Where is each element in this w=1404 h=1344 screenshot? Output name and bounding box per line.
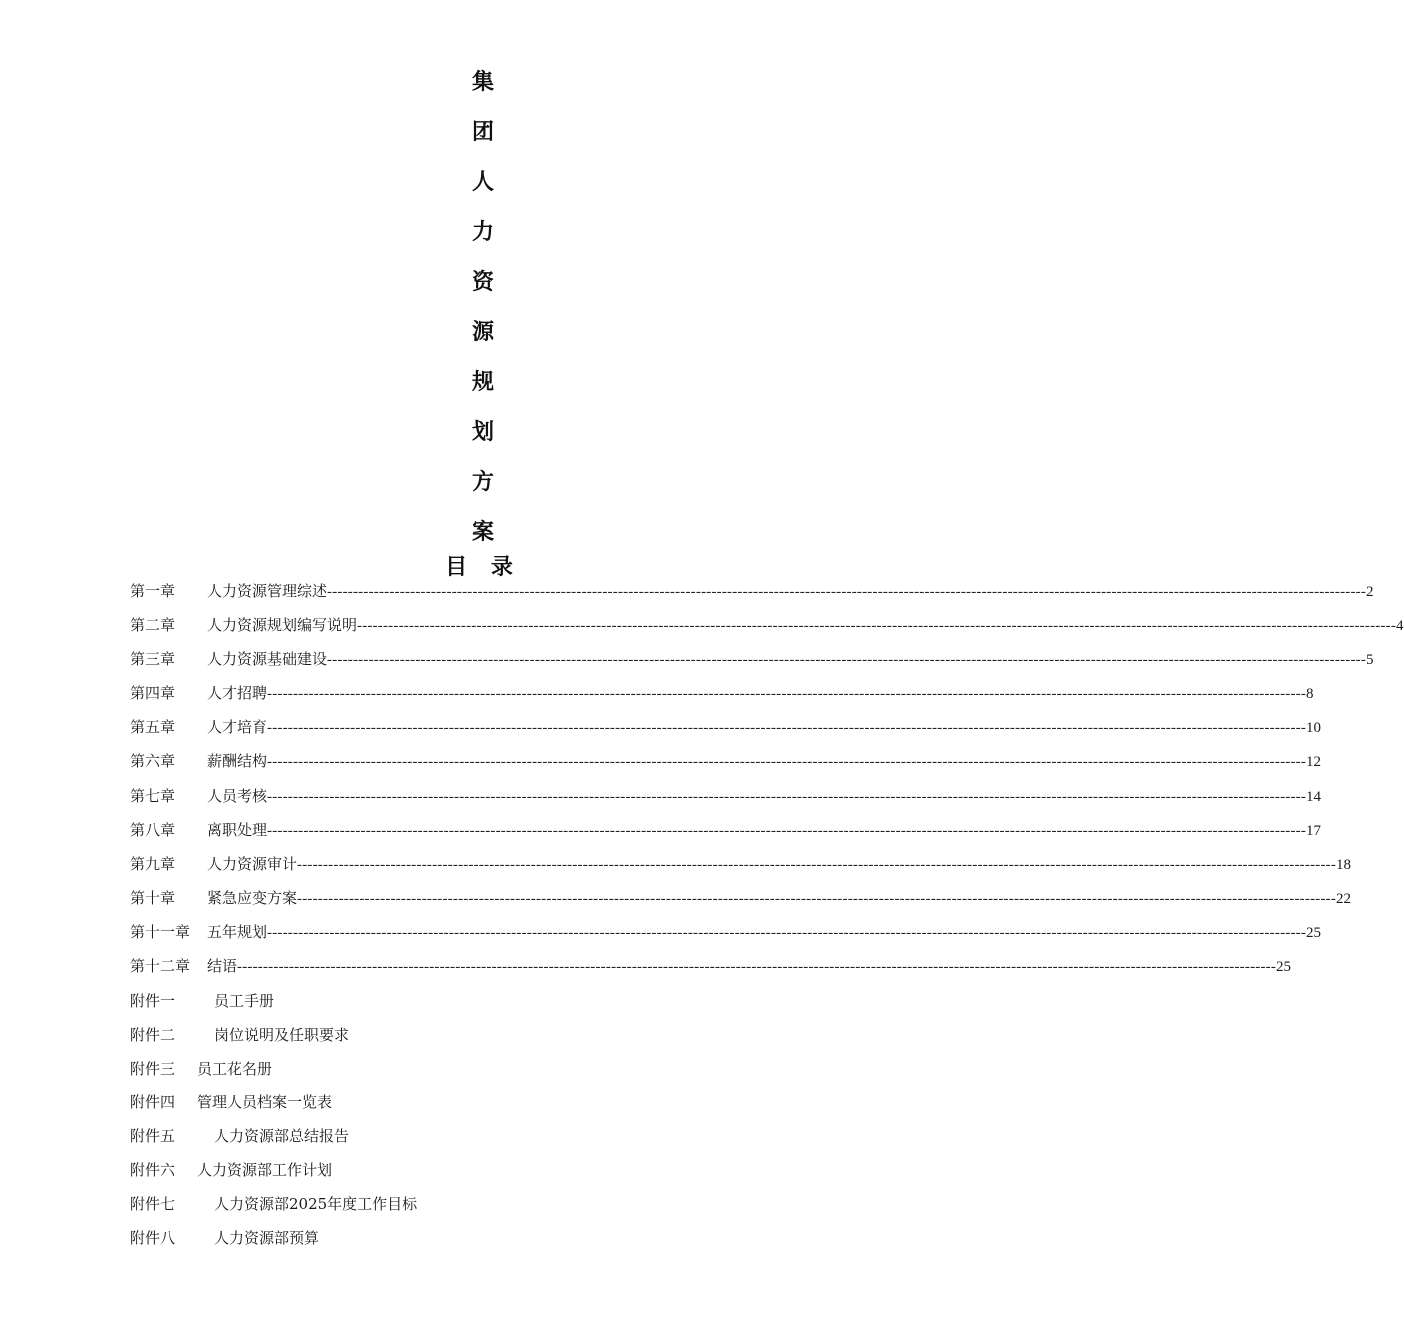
title-char: 划 bbox=[471, 419, 494, 445]
document-title bbox=[458, 62, 508, 562]
appendix-title: 员工手册 bbox=[214, 992, 275, 1010]
toc-heading: 目 录 bbox=[445, 554, 521, 580]
appendix-title: 岗位说明及任职要求 bbox=[214, 1025, 350, 1044]
toc-title: 人才培育 bbox=[207, 718, 268, 737]
toc-chapter: 第十章 bbox=[130, 888, 176, 907]
appendix-label: 附件一 bbox=[130, 992, 176, 1010]
appendix-label: 附件六 bbox=[130, 1160, 176, 1179]
title-char: 团 bbox=[471, 119, 494, 145]
toc-page-number: 14 bbox=[1306, 788, 1322, 805]
appendix-label: 附件八 bbox=[130, 1228, 176, 1247]
toc-chapter: 第八章 bbox=[130, 820, 176, 839]
toc-leader: -------------------------------------------------------------------------------------------------------------------------------------------------------------------------------------------------------- bbox=[267, 686, 1307, 703]
appendix-entry[interactable] bbox=[130, 1224, 830, 1258]
toc-title: 离职处理 bbox=[207, 820, 268, 839]
toc-page-number: 5 bbox=[1366, 652, 1374, 669]
toc-title: 人员考核 bbox=[207, 786, 268, 805]
toc-leader: -------------------------------------------------------------------------------------------------------------------------------------------------------------------------------------------------------- bbox=[267, 788, 1307, 805]
toc-chapter: 第四章 bbox=[130, 684, 176, 703]
appendix-entry[interactable] bbox=[130, 1122, 830, 1156]
toc-leader: -------------------------------------------------------------------------------------------------------------------------------------------------------------------------------------------------------- bbox=[297, 890, 1337, 907]
toc-page-number: 8 bbox=[1306, 686, 1314, 703]
title-char: 力 bbox=[471, 219, 494, 245]
toc-entry[interactable] bbox=[130, 679, 1314, 713]
toc-chapter: 第五章 bbox=[130, 718, 176, 737]
toc-page-number: 2 bbox=[1366, 584, 1374, 600]
appendix-label: 附件二 bbox=[130, 1025, 176, 1044]
appendix-title: 人力资源部2025年度工作目标 bbox=[214, 1194, 418, 1213]
appendix-title: 人力资源部预算 bbox=[214, 1228, 320, 1247]
appendix-entry[interactable] bbox=[130, 1190, 830, 1224]
toc-leader: -------------------------------------------------------------------------------------------------------------------------------------------------------------------------------------------------------- bbox=[357, 618, 1397, 635]
toc-entry[interactable] bbox=[130, 850, 1352, 884]
toc-leader: -------------------------------------------------------------------------------------------------------------------------------------------------------------------------------------------------------- bbox=[267, 720, 1307, 737]
appendix-title: 人力资源部工作计划 bbox=[197, 1160, 333, 1179]
appendix-title: 员工花名册 bbox=[197, 1059, 273, 1078]
toc-leader: -------------------------------------------------------------------------------------------------------------------------------------------------------------------------------------------------------- bbox=[297, 856, 1337, 873]
title-char: 人 bbox=[471, 169, 494, 195]
toc-title: 人力资源基础建设 bbox=[207, 650, 328, 669]
appendix-entry[interactable] bbox=[130, 1156, 830, 1190]
toc-page-number: 18 bbox=[1336, 856, 1352, 873]
toc-entry[interactable] bbox=[130, 952, 1292, 986]
appendix-label: 附件五 bbox=[130, 1127, 176, 1146]
toc-entry[interactable] bbox=[130, 782, 1322, 816]
appendix-entry[interactable] bbox=[130, 987, 830, 1021]
title-char: 案 bbox=[471, 519, 494, 545]
toc-entry[interactable] bbox=[130, 577, 1374, 611]
toc-leader: -------------------------------------------------------------------------------------------------------------------------------------------------------------------------------------------------------- bbox=[267, 754, 1307, 771]
toc-page-number: 22 bbox=[1336, 890, 1352, 907]
toc-title: 人力资源规划编写说明 bbox=[207, 616, 358, 635]
toc-leader: -------------------------------------------------------------------------------------------------------------------------------------------------------------------------------------------------------- bbox=[237, 959, 1277, 976]
appendix-label: 附件三 bbox=[130, 1059, 176, 1078]
toc-page-number: 25 bbox=[1276, 959, 1292, 976]
toc-chapter: 第二章 bbox=[130, 616, 176, 635]
toc-chapter: 第十一章 bbox=[130, 922, 191, 941]
toc-entry[interactable] bbox=[130, 918, 1322, 952]
toc-entry[interactable] bbox=[130, 611, 1404, 645]
toc-entry[interactable] bbox=[130, 816, 1322, 850]
title-char: 源 bbox=[471, 319, 494, 345]
toc-leader: -------------------------------------------------------------------------------------------------------------------------------------------------------------------------------------------------------- bbox=[267, 924, 1307, 941]
title-char: 资 bbox=[471, 269, 494, 295]
toc-leader: -------------------------------------------------------------------------------------------------------------------------------------------------------------------------------------------------------- bbox=[327, 584, 1367, 600]
title-char: 规 bbox=[471, 369, 494, 395]
appendix-title: 管理人员档案一览表 bbox=[197, 1093, 333, 1112]
toc-leader: -------------------------------------------------------------------------------------------------------------------------------------------------------------------------------------------------------- bbox=[267, 822, 1307, 839]
toc-page-number: 25 bbox=[1306, 924, 1322, 941]
toc-chapter: 第一章 bbox=[130, 582, 176, 600]
appendix-entry[interactable] bbox=[130, 1055, 830, 1089]
toc-chapter: 第十二章 bbox=[130, 957, 191, 976]
appendix-entry[interactable] bbox=[130, 1088, 830, 1122]
toc-title: 结语 bbox=[207, 957, 238, 976]
toc-leader: -------------------------------------------------------------------------------------------------------------------------------------------------------------------------------------------------------- bbox=[327, 652, 1367, 669]
toc-entry[interactable] bbox=[130, 747, 1322, 781]
toc-entry[interactable] bbox=[130, 884, 1352, 918]
title-char: 集 bbox=[471, 69, 494, 95]
toc-chapter: 第九章 bbox=[130, 854, 176, 873]
toc-page-number: 12 bbox=[1306, 754, 1322, 771]
appendix-title: 人力资源部总结报告 bbox=[214, 1127, 350, 1146]
toc-page-number: 10 bbox=[1306, 720, 1322, 737]
appendix-label: 附件四 bbox=[130, 1093, 176, 1112]
toc-entry[interactable] bbox=[130, 645, 1374, 679]
toc-title: 人力资源审计 bbox=[207, 854, 298, 873]
toc-chapter: 第三章 bbox=[130, 650, 176, 669]
title-char: 方 bbox=[471, 469, 494, 495]
toc-title: 人力资源管理综述 bbox=[207, 582, 328, 600]
appendix-list bbox=[130, 987, 830, 1257]
table-of-contents bbox=[130, 577, 1404, 986]
toc-title: 人才招聘 bbox=[207, 684, 268, 703]
toc-chapter: 第六章 bbox=[130, 752, 176, 771]
toc-page-number: 17 bbox=[1306, 822, 1322, 839]
toc-chapter: 第七章 bbox=[130, 786, 176, 805]
appendix-label: 附件七 bbox=[130, 1194, 176, 1213]
toc-title: 薪酬结构 bbox=[207, 752, 268, 771]
toc-title: 紧急应变方案 bbox=[207, 888, 298, 907]
toc-entry[interactable] bbox=[130, 713, 1322, 747]
toc-title: 五年规划 bbox=[207, 922, 268, 941]
toc-page-number: 4 bbox=[1396, 618, 1404, 635]
appendix-entry[interactable] bbox=[130, 1021, 830, 1055]
